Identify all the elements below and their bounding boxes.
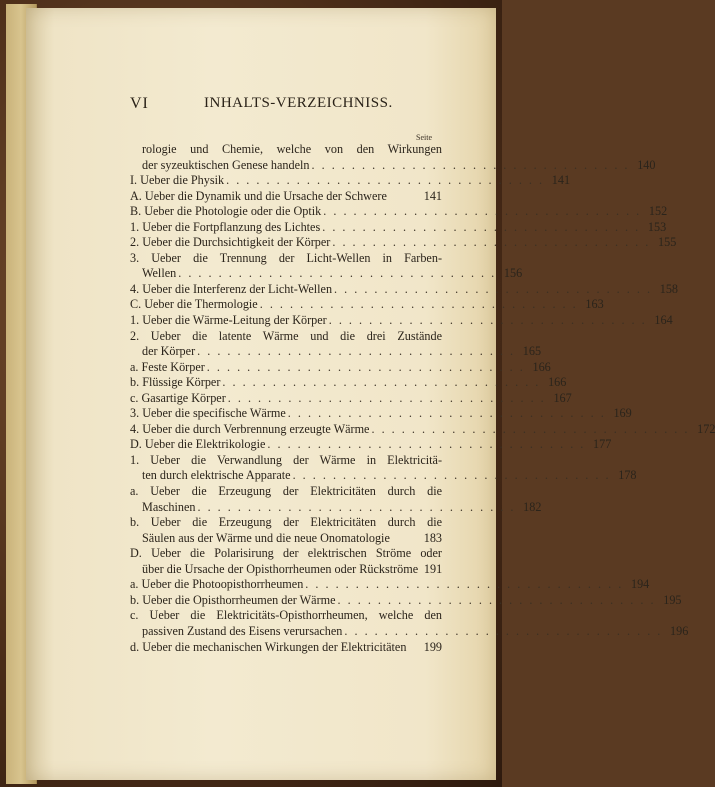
leader-dots: . . . . . . . . . . . . . . . . . . . . . . . . . . . . . . . . — [322, 219, 641, 234]
leader-dots: . . . . . . . . . . . . . . . . . . . . . . . . . . . . . . . . — [197, 499, 516, 514]
toc-entry — [130, 219, 667, 236]
toc-entry — [130, 266, 523, 282]
toc-entry — [130, 515, 442, 531]
toc-entry — [130, 499, 542, 516]
toc-entry — [130, 640, 442, 656]
toc-entry-text: b. Ueber die Opisthorrheumen der Wärme — [130, 592, 336, 607]
leader-dots: . . . . . . . . . . . . . . . . . . . . . . . . . . . . . . . . — [222, 375, 541, 390]
toc-page-number: 167 — [553, 390, 572, 405]
page-header — [26, 95, 496, 119]
toc-entry — [130, 484, 442, 500]
toc-entry-text: d. Ueber die mechanischen Wirkungen der Elektricitäten — [130, 639, 407, 654]
toc-entry — [130, 453, 442, 469]
toc-page-number: 178 — [618, 468, 637, 483]
toc-page-number: 194 — [630, 577, 650, 592]
toc-page-number: 196 — [670, 623, 689, 638]
toc-entry — [130, 562, 442, 578]
toc-entry — [130, 142, 442, 158]
toc-page-number: 163 — [585, 297, 604, 312]
toc-entry-text: c. Gasartige Körper — [130, 390, 226, 405]
leader-dots: . . . . . . . . . . . . . . . . . . . . . . . . . . . . . . . . — [305, 577, 624, 592]
toc-entry — [130, 173, 571, 189]
toc-entry-text: D. Ueber die Polarisirung der elektrischen Ströme oder — [130, 546, 442, 561]
toc-page-number: 166 — [548, 375, 567, 390]
toc-page-number: 182 — [523, 499, 542, 514]
toc-page-number: 177 — [593, 437, 612, 452]
toc-entry-text: 3. Ueber die Trennung der Licht-Wellen in Farben- — [130, 250, 442, 265]
toc-page-number: 166 — [532, 359, 551, 374]
toc-entry — [130, 359, 551, 376]
toc-entry — [130, 406, 632, 422]
toc-entry — [130, 157, 656, 174]
leader-dots: . . . . . . . . . . . . . . . . . . . . . . . . . . . . . . . . — [332, 235, 651, 250]
leader-dots: . . . . . . . . . . . . . . . . . . . . . . . . . . . . . . . . — [344, 623, 663, 638]
toc-page-number: 172 — [697, 421, 715, 436]
toc-entry — [130, 329, 442, 345]
page-number: VI — [130, 95, 149, 112]
toc-entry-text: B. Ueber die Photologie oder die Optik — [130, 204, 322, 219]
toc-page-number: 152 — [648, 204, 668, 219]
leader-dots: . . . . . . . . . . . . . . . . . . . . . . . . . . . . . . . . — [178, 266, 497, 281]
toc-entry-text: 1. Ueber die Verwandlung der Wärme in Elektricitä- — [130, 452, 442, 467]
toc-page-number: 191 — [423, 561, 443, 576]
toc-entry — [130, 204, 668, 220]
toc-page-number: 153 — [647, 219, 667, 234]
toc-entry — [130, 468, 637, 484]
toc-page-number: 183 — [423, 530, 442, 545]
toc-entry-text: I. Ueber die Physik — [130, 173, 225, 188]
toc-page-number: 199 — [423, 639, 442, 654]
toc-page-number: 165 — [522, 344, 542, 359]
toc-entry — [130, 189, 442, 205]
toc-entry — [130, 390, 572, 407]
toc-entry-text: b. Ueber die Erzeugung der Elektricitäten durch die — [130, 515, 442, 530]
leader-dots: . . . . . . . . . . . . . . . . . . . . . . . . . . . . . . . . — [267, 437, 586, 452]
toc-entry — [130, 546, 442, 562]
leader-dots: . . . . . . . . . . . . . . . . . . . . . . . . . . . . . . . . — [287, 406, 606, 421]
toc-page-number: 141 — [551, 173, 571, 188]
toc-entry-text: c. Ueber die Elektricitäts-Opisthorrheumen, welche den — [130, 608, 442, 623]
toc-entry-text: der syzeuktischen Genese handeln — [142, 157, 310, 172]
toc-entry — [130, 437, 612, 453]
running-title: INHALTS-VERZEICHNISS. — [204, 95, 393, 111]
leader-dots: . . . . . . . . . . . . . . . . . . . . . . . . . . . . . . . . — [197, 344, 516, 359]
toc-entry-text: 1. Ueber die Fortpflanzung des Lichtes — [130, 219, 321, 234]
leader-dots: . . . . . . . . . . . . . . . . . . . . . . . . . . . . . . . . — [206, 359, 525, 374]
toc-entry — [130, 592, 682, 609]
toc-entry — [130, 623, 689, 640]
toc-entry-text: 3. Ueber die specifische Wärme — [130, 406, 286, 421]
leader-dots: . . . . . . . . . . . . . . . . . . . . . . . . . . . . . . . . — [337, 592, 656, 607]
toc-entry-text: Wellen — [142, 266, 177, 281]
table-of-contents — [130, 142, 715, 655]
toc-page-number: 169 — [613, 406, 632, 421]
leader-dots: . . . . . . . . . . . . . . . . . . . . . . . . . . . . . . . . — [323, 204, 642, 219]
toc-entry-text: a. Ueber die Erzeugung der Elektricitäten durch die — [130, 484, 442, 499]
toc-entry-text: Säulen aus der Wärme und die neue Onomatologie — [142, 530, 390, 545]
leader-dots: . . . . . . . . . . . . . . . . . . . . . . . . . . . . . . . . — [292, 468, 611, 483]
toc-page-number: 158 — [659, 281, 678, 296]
toc-entry — [130, 531, 442, 547]
toc-entry-text: 4. Ueber die Interferenz der Licht-Wellen — [130, 281, 333, 296]
leader-dots: . . . . . . . . . . . . . . . . . . . . . . . . . . . . . . . . — [334, 281, 652, 296]
toc-entry-text: b. Flüssige Körper — [130, 375, 221, 390]
toc-entry-text: der Körper — [142, 344, 196, 359]
leader-dots: . . . . . . . . . . . . . . . . . . . . . . . . . . . . . . . . — [227, 390, 546, 405]
toc-entry-text: 2. Ueber die Durchsichtigkeit der Körper — [130, 235, 331, 250]
toc-page-number: 164 — [654, 313, 673, 328]
toc-entry-text: ten durch elektrische Apparate — [142, 468, 291, 483]
toc-entry-text: 1. Ueber die Wärme-Leitung der Körper — [130, 313, 327, 328]
toc-entry — [130, 297, 604, 313]
leader-dots: . . . . . . . . . . . . . . . . . . . . . . . . . . . . . . . . — [311, 157, 630, 172]
toc-entry — [130, 235, 677, 251]
toc-entry — [130, 251, 442, 267]
leader-dots: . . . . . . . . . . . . . . . . . . . . . . . . . . . . . . . . — [328, 313, 647, 328]
leader-dots: . . . . . . . . . . . . . . . . . . . . . . . . . . . . . . . . — [259, 297, 578, 312]
toc-entry-text: rologie und Chemie, welche von den Wirkungen — [142, 142, 442, 156]
toc-entry-text: Maschinen — [142, 499, 196, 514]
toc-entry-text: 2. Ueber die latente Wärme und die drei Zustände — [130, 328, 442, 343]
toc-page-number: 195 — [663, 592, 682, 607]
toc-page-number: 140 — [637, 157, 656, 172]
toc-entry-text: D. Ueber die Elektrikologie — [130, 437, 266, 452]
toc-page-number: 155 — [658, 235, 677, 250]
toc-entry-text: C. Ueber die Thermologie — [130, 297, 258, 312]
toc-entry — [130, 344, 542, 360]
toc-entry-text: über die Ursache der Opisthorrheumen oder Rückströme — [142, 561, 419, 576]
toc-page-number: 156 — [503, 266, 523, 281]
toc-entry-text: A. Ueber die Dynamik und die Ursache der Schwere — [130, 188, 387, 203]
toc-entry-text: a. Ueber die Photoopisthorrheumen — [130, 577, 304, 592]
toc-entry — [130, 313, 673, 329]
toc-entry — [130, 281, 678, 298]
toc-entry-text: a. Feste Körper — [130, 359, 205, 374]
toc-entry — [130, 421, 715, 438]
seite-label: Seite — [416, 133, 432, 142]
toc-page-number: 141 — [423, 188, 442, 203]
toc-entry — [130, 577, 650, 593]
leader-dots: . . . . . . . . . . . . . . . . . . . . . . . . . . . . . . . . — [226, 173, 545, 188]
book-page — [26, 8, 715, 780]
leader-dots: . . . . . . . . . . . . . . . . . . . . . . . . . . . . . . . . — [371, 421, 690, 436]
toc-entry — [130, 375, 567, 391]
toc-entry — [130, 608, 442, 624]
toc-entry-text: 4. Ueber die durch Verbrennung erzeugte Wärme — [130, 421, 370, 436]
toc-entry-text: passiven Zustand des Eisens verursachen — [142, 623, 343, 638]
